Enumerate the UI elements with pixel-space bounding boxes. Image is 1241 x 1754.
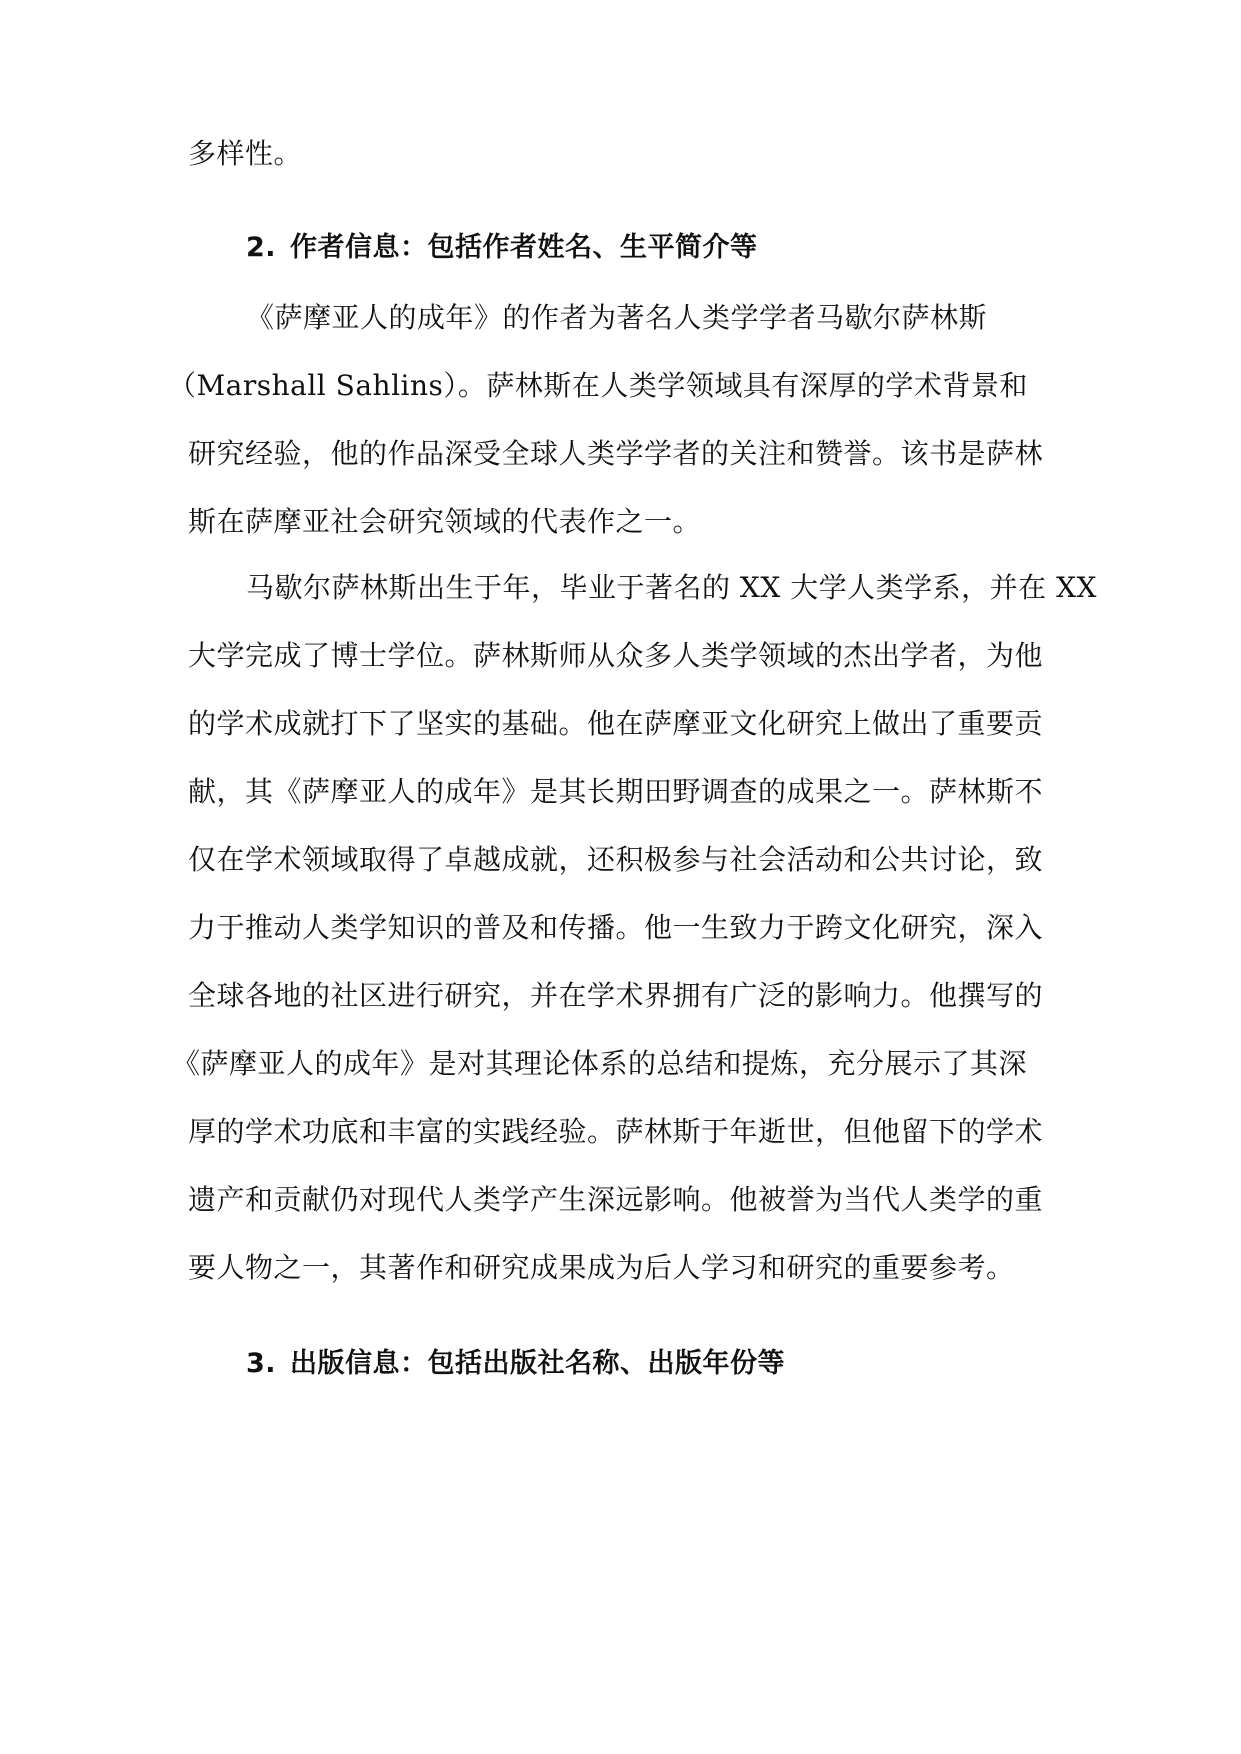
paragraph-line: （Marshall Sahlins）。萨林斯在人类学领域具有深厚的学术背景和 bbox=[168, 369, 1028, 402]
section-number: 2. bbox=[246, 232, 277, 263]
paragraph-line: 研究经验，他的作品深受全球人类学学者的关注和赞誉。该书是萨林 bbox=[188, 437, 1044, 470]
paragraph-line: 全球各地的社区进行研究，并在学术界拥有广泛的影响力。他撰写的 bbox=[188, 979, 1044, 1012]
paragraph-line: 斯在萨摩亚社会研究领域的代表作之一。 bbox=[188, 505, 702, 538]
paragraph-line: 要人物之一，其著作和研究成果成为后人学习和研究的重要参考。 bbox=[188, 1251, 1015, 1284]
paragraph-line: 《萨摩亚人的成年》的作者为著名人类学学者马歇尔萨林斯 bbox=[246, 301, 988, 334]
section-title: 作者信息：包括作者姓名、生平简介等 bbox=[290, 232, 758, 263]
paragraph-line: 遗产和贡献仍对现代人类学产生深远影响。他被誉为当代人类学的重 bbox=[188, 1183, 1044, 1216]
continuation-text: 多样性。 bbox=[188, 137, 303, 170]
section-number: 3. bbox=[246, 1348, 277, 1379]
paragraph-line: 力于推动人类学知识的普及和传播。他一生致力于跨文化研究，深入 bbox=[188, 911, 1044, 944]
paragraph-line: 马歇尔萨林斯出生于年，毕业于著名的 XX 大学人类学系，并在 XX bbox=[246, 571, 1097, 604]
section-heading-author bbox=[246, 228, 758, 268]
section-heading-publication bbox=[246, 1344, 785, 1384]
paragraph-line: 的学术成就打下了坚实的基础。他在萨摩亚文化研究上做出了重要贡 bbox=[188, 707, 1044, 740]
paragraph-line: 大学完成了博士学位。萨林斯师从众多人类学领域的杰出学者，为他 bbox=[188, 639, 1044, 672]
paragraph-line: 《萨摩亚人的成年》是对其理论体系的总结和提炼，充分展示了其深 bbox=[172, 1047, 1028, 1080]
paragraph-line: 仅在学术领域取得了卓越成就，还积极参与社会活动和公共讨论，致 bbox=[188, 843, 1044, 876]
paragraph-line: 献，其《萨摩亚人的成年》是其长期田野调查的成果之一。萨林斯不 bbox=[188, 775, 1044, 808]
paragraph-line: 厚的学术功底和丰富的实践经验。萨林斯于年逝世，但他留下的学术 bbox=[188, 1115, 1044, 1148]
section-title: 出版信息：包括出版社名称、出版年份等 bbox=[290, 1348, 785, 1379]
